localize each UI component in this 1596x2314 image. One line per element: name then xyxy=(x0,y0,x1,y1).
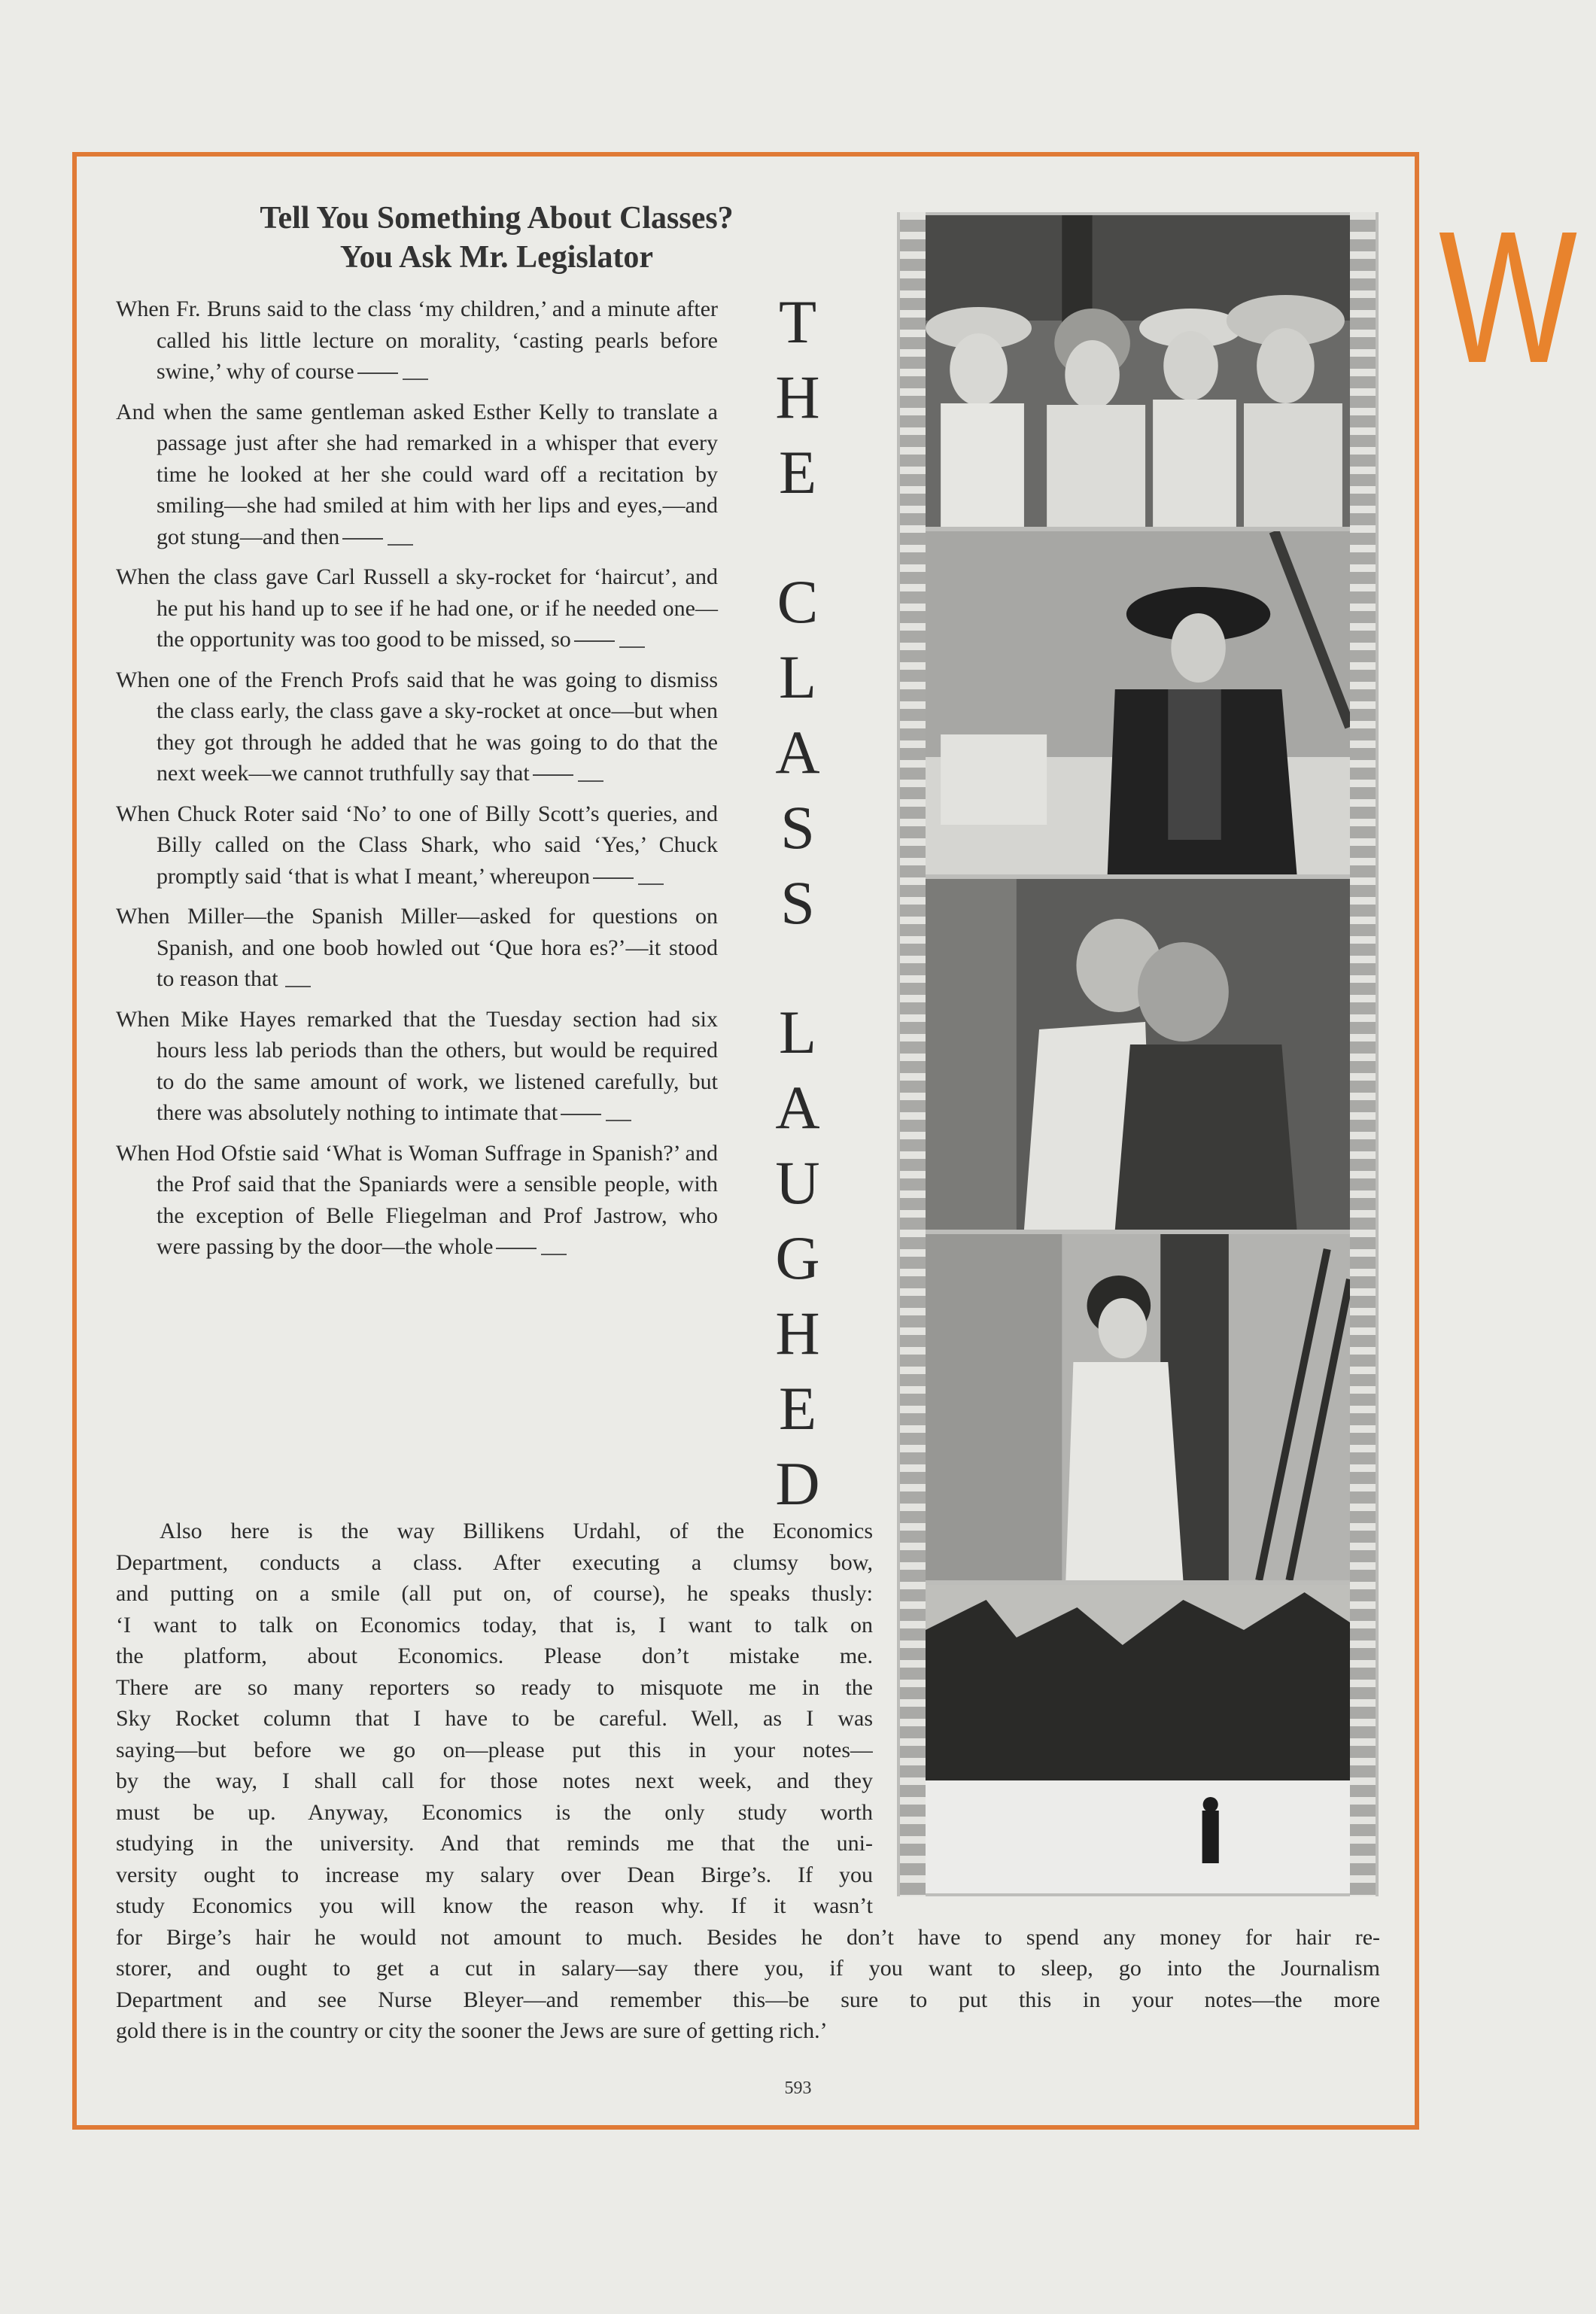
vertical-letter: G xyxy=(775,1224,820,1292)
vertical-letter: L xyxy=(778,643,817,711)
pointing-hand-icon xyxy=(638,871,664,885)
pointing-hand-icon xyxy=(541,1242,567,1255)
anecdote-paragraph: When the class gave Carl Russell a sky-rocket for ‘haircut’, and he put his hand up to see if he had one, or if he needed one—the opportunity was too good to be missed, so xyxy=(116,564,718,652)
vertical-letter: C xyxy=(777,567,819,636)
photo-woman-in-doorway xyxy=(926,1234,1350,1580)
vertical-letter: E xyxy=(778,1374,817,1443)
vertical-letter: A xyxy=(775,1073,820,1142)
pointing-hand-icon xyxy=(578,768,603,782)
pointing-hand-icon xyxy=(285,974,311,987)
anecdote-paragraph: When one of the French Profs said that he was going to dismiss the class early, the class gave a sky-rocket at once—but when they got through he added that he was going to do that the next week—we cannot truthfully say that xyxy=(116,667,718,786)
anecdote-paragraph: When Miller—the Spanish Miller—asked for questions on Spanish, and one boob howled out ‘Que hora es?’—it stood to reason that xyxy=(116,904,718,991)
photo-snowy-campus-walk xyxy=(926,1585,1350,1893)
anecdote-paragraph: And when the same gentleman asked Esther Kelly to translate a passage just after she had remarked in a whisper that every time he looked at her she could ward off a recitation by smiling—she had smiled at him with her lips and eyes,—and got stung—and then xyxy=(116,399,718,549)
anecdote-paragraph: When Fr. Bruns said to the class ‘my children,’ and a minute after called his little lecture on morality, ‘casting pearls before swine,’ why of course xyxy=(116,296,718,384)
anecdote-paragraph: When Chuck Roter said ‘No’ to one of Billy Scott’s queries, and Billy called on the Class Shark, who said ‘Yes,’ Chuck promptly said ‘that is what I meant,’ whereupon xyxy=(116,801,718,889)
photo-two-women-embracing xyxy=(926,879,1350,1230)
closing-paragraph: Also here is the way Billikens Urdahl, of the Economics Department, conducts a class. After executing a clumsy bow, and putting on a smile (all put on, of course), he speaks thusly: ‘I want to talk on Economics today, that is, I want to talk on the platform, about Economics. Please don’t mistake me. There are so many reporters so ready to misquote me in the Sky Rocket column that I have to be careful. Well, as I was saying—but before we go on—please put this in your notes— by the way, I shall call for those notes next week, and they must be up. Anyway, Economics is the only study worth studying in the university. And that reminds me that the uni- versity ought to increase my salary over Dean Birge’s. If you study Economics you will know the reason why. If it wasn’t for Birge’s hair he would not amount to much. Besides he don’t have to spend any money for hair re- storer, and ought to get a cut in salary—say there you, if you want to sleep, go into the Journalism Department and see Nurse Bleyer—and remember this—be sure to put this in your notes—the more gold there is in the country or city the sooner the Jews are sure of getting rich.’ xyxy=(116,1519,1380,2043)
pointing-hand-icon xyxy=(403,366,428,380)
vertical-letter: T xyxy=(778,287,817,356)
vertical-heading xyxy=(760,284,835,1522)
pointing-hand-icon xyxy=(619,634,645,648)
vertical-letter: U xyxy=(775,1148,820,1217)
photo-four-women-in-hats xyxy=(926,215,1350,527)
photo-filmstrip xyxy=(897,212,1379,1896)
vertical-letter: D xyxy=(775,1449,820,1518)
pointing-hand-icon xyxy=(606,1108,631,1121)
anecdote-paragraph: When Hod Ofstie said ‘What is Woman Suffrage in Spanish?’ and the Prof said that the Spaniards were a sensible people, with the exception of Belle Fliegelman and Prof Jastrow, who were passing by the door—the whole xyxy=(116,1140,718,1259)
vertical-letter: H xyxy=(775,1299,820,1367)
vertical-letter: S xyxy=(780,793,815,862)
title-line-2: You Ask Mr. Legislator xyxy=(339,240,654,275)
vertical-letter: E xyxy=(778,438,817,506)
vertical-letter: L xyxy=(778,998,817,1066)
page-number: 593 xyxy=(784,2078,812,2098)
side-tab-letter: W xyxy=(1439,192,1578,402)
vertical-letter: H xyxy=(775,363,820,431)
film-sprockets xyxy=(1350,212,1376,1896)
pointing-hand-icon xyxy=(388,532,413,546)
anecdote-list xyxy=(116,293,718,1272)
vertical-letter: S xyxy=(780,868,815,937)
vertical-letter: A xyxy=(775,718,820,786)
title-line-1: Tell You Something About Classes? xyxy=(260,201,734,236)
article-title xyxy=(113,199,880,277)
photo-woman-with-fur xyxy=(926,531,1350,874)
anecdote-paragraph: When Mike Hayes remarked that the Tuesday section had six hours less lab periods than the others, but would be required to do the same amount of work, we listened carefully, but there was absolutely nothing to intimate that xyxy=(116,1006,718,1125)
film-sprockets xyxy=(900,212,926,1896)
